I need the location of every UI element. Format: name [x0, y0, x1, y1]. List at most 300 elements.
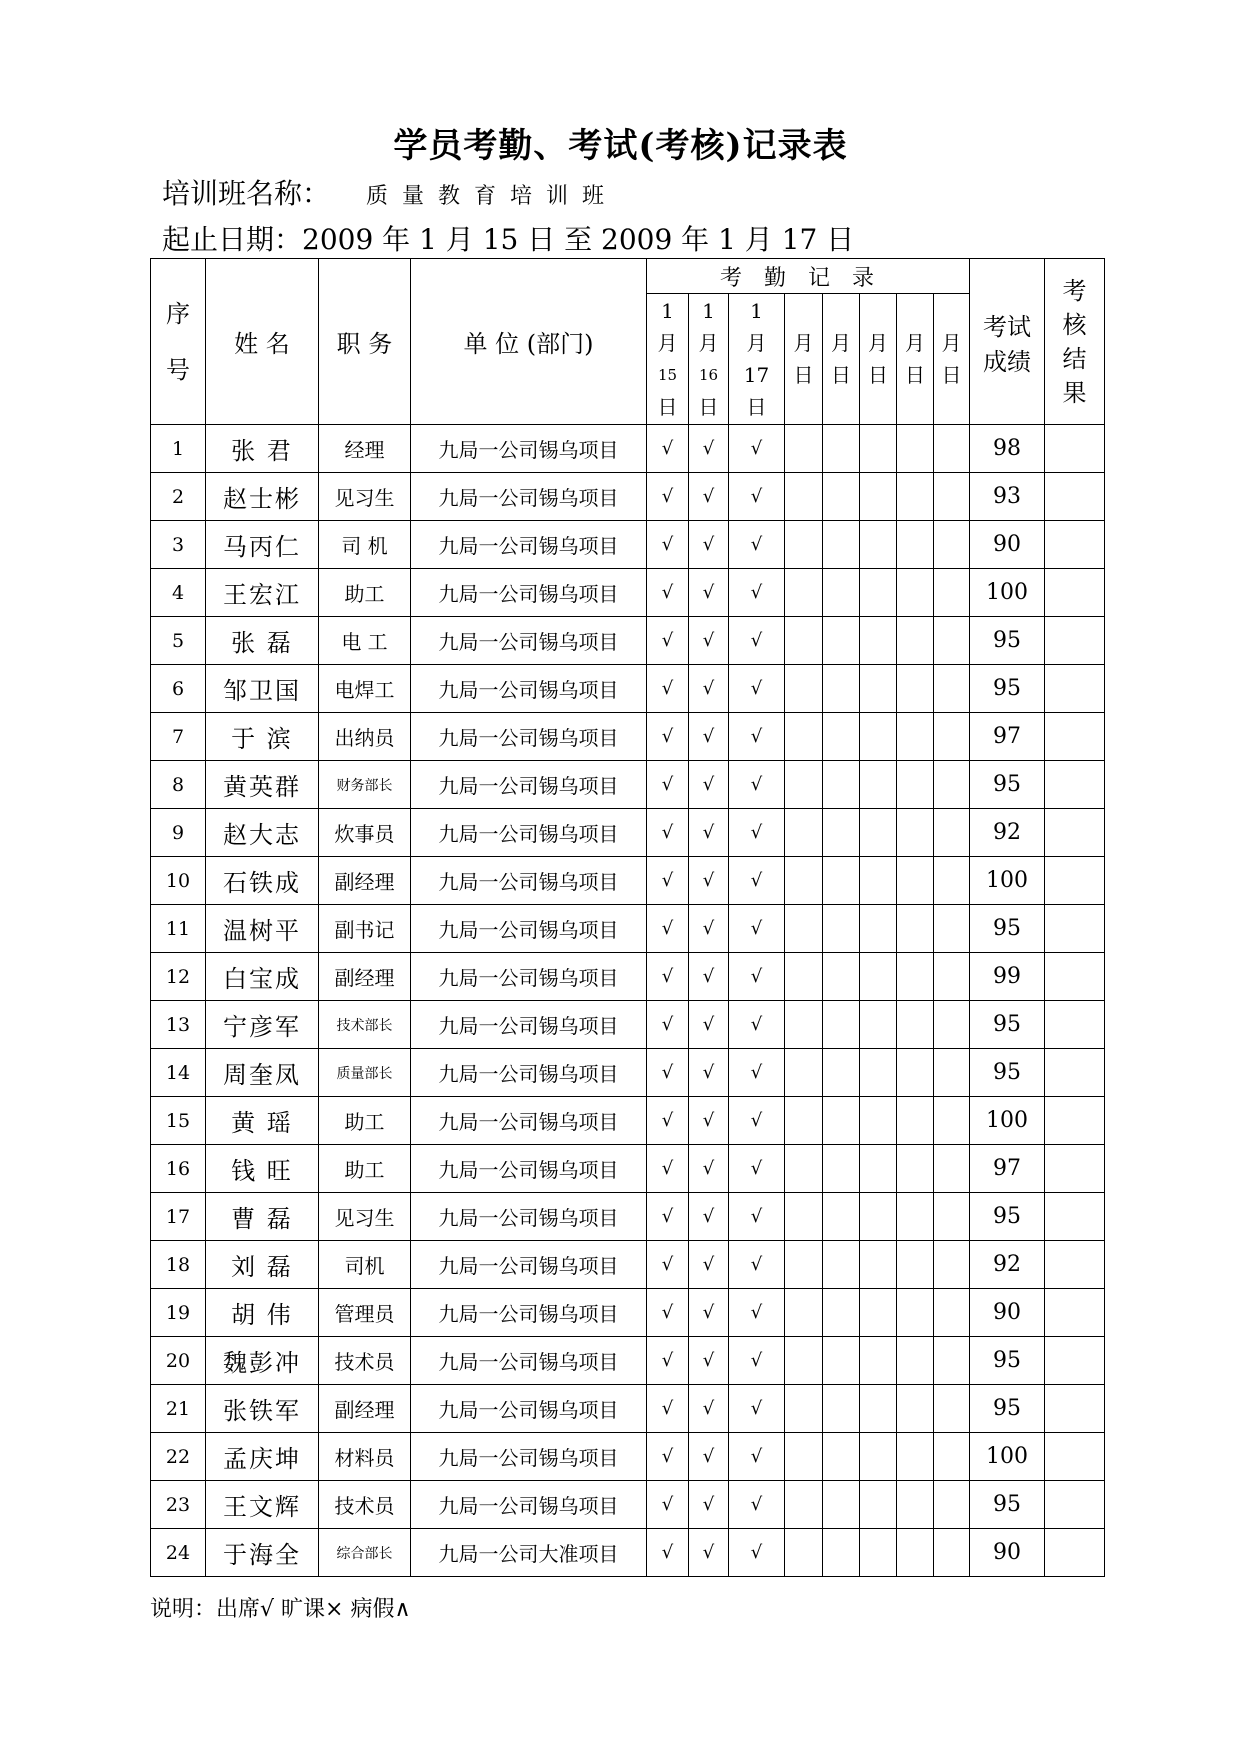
row-attendance-mark: [823, 1337, 860, 1385]
row-attendance-mark: √: [729, 1001, 785, 1049]
row-attendance-mark: [860, 1385, 897, 1433]
day-header-month-char: 月: [941, 331, 962, 355]
row-attendance-mark: [934, 1241, 970, 1289]
row-score: 90: [970, 1529, 1045, 1577]
row-name: 王宏江: [206, 569, 319, 617]
table-row: [151, 1529, 1105, 1577]
row-seq: 16: [151, 1145, 206, 1193]
row-result: [1045, 1145, 1105, 1193]
row-result: [1045, 905, 1105, 953]
row-name: 白宝成: [206, 953, 319, 1001]
row-result: [1045, 1529, 1105, 1577]
row-attendance-mark: [934, 617, 970, 665]
row-attendance-mark: √: [689, 713, 729, 761]
row-unit: 九局一公司锡乌项目: [411, 713, 647, 761]
row-attendance-mark: √: [647, 1049, 689, 1097]
row-attendance-mark: [860, 809, 897, 857]
row-name: 王文辉: [206, 1481, 319, 1529]
row-score: 95: [970, 617, 1045, 665]
row-seq: 17: [151, 1193, 206, 1241]
row-attendance-mark: √: [729, 953, 785, 1001]
row-attendance-mark: [897, 425, 934, 473]
day-header-month-char: 月: [793, 331, 814, 355]
row-attendance-mark: √: [647, 857, 689, 905]
row-position: 电 工: [319, 617, 411, 665]
row-attendance-mark: [934, 1097, 970, 1145]
row-attendance-mark: [823, 1433, 860, 1481]
row-name: 黄英群: [206, 761, 319, 809]
row-attendance-mark: [860, 1337, 897, 1385]
table-row: [151, 1289, 1105, 1337]
row-name: 孟庆坤: [206, 1433, 319, 1481]
row-attendance-mark: √: [647, 809, 689, 857]
table-row: [151, 857, 1105, 905]
row-position: 材料员: [319, 1433, 411, 1481]
row-position: 副经理: [319, 953, 411, 1001]
table-row: [151, 761, 1105, 809]
row-attendance-mark: √: [729, 665, 785, 713]
row-attendance-mark: [897, 1289, 934, 1337]
row-score: 100: [970, 857, 1045, 905]
row-attendance-mark: [823, 1193, 860, 1241]
row-attendance-mark: √: [729, 857, 785, 905]
row-score: 92: [970, 1241, 1045, 1289]
row-result: [1045, 617, 1105, 665]
row-name: 赵士彬: [206, 473, 319, 521]
row-attendance-mark: [897, 857, 934, 905]
row-seq: 18: [151, 1241, 206, 1289]
row-attendance-mark: [860, 473, 897, 521]
row-name: 张 君: [206, 425, 319, 473]
table-row: [151, 1193, 1105, 1241]
period-label: 起止日期：: [162, 223, 303, 256]
table-row: [151, 1337, 1105, 1385]
row-name: 曹 磊: [206, 1193, 319, 1241]
table-row: [151, 1481, 1105, 1529]
row-attendance-mark: [860, 425, 897, 473]
row-unit: 九局一公司锡乌项目: [411, 617, 647, 665]
row-attendance-mark: [860, 1049, 897, 1097]
day-header-month-char: 月: [868, 331, 888, 355]
row-seq: 13: [151, 1001, 206, 1049]
row-result: [1045, 665, 1105, 713]
day-header-month-char: 月: [698, 331, 719, 355]
day-header-month-char: 月: [657, 331, 678, 355]
day-header-day-char: 日: [941, 363, 962, 387]
row-attendance-mark: √: [689, 809, 729, 857]
row-score: 97: [970, 713, 1045, 761]
row-unit: 九局一公司锡乌项目: [411, 1241, 647, 1289]
row-score: 98: [970, 425, 1045, 473]
row-position: 副经理: [319, 857, 411, 905]
row-score: 97: [970, 1145, 1045, 1193]
row-attendance-mark: √: [647, 1433, 689, 1481]
row-unit: 九局一公司锡乌项目: [411, 905, 647, 953]
row-attendance-mark: [823, 665, 860, 713]
row-attendance-mark: [897, 809, 934, 857]
row-score: 95: [970, 1193, 1045, 1241]
row-seq: 22: [151, 1433, 206, 1481]
row-attendance-mark: [785, 521, 823, 569]
row-attendance-mark: [897, 713, 934, 761]
row-score: 90: [970, 1289, 1045, 1337]
row-attendance-mark: [785, 1241, 823, 1289]
row-attendance-mark: √: [729, 713, 785, 761]
day-header-month-char: 月: [746, 331, 767, 355]
table-row: [151, 665, 1105, 713]
row-position: 助工: [319, 569, 411, 617]
row-position: 司机: [319, 1241, 411, 1289]
row-score: 95: [970, 1001, 1045, 1049]
table-row: [151, 617, 1105, 665]
row-position: 助工: [319, 1145, 411, 1193]
row-name: 黄 瑶: [206, 1097, 319, 1145]
row-unit: 九局一公司锡乌项目: [411, 1097, 647, 1145]
table-body: [151, 259, 1105, 1577]
row-attendance-mark: [934, 1337, 970, 1385]
row-attendance-mark: [785, 425, 823, 473]
row-attendance-mark: [934, 521, 970, 569]
row-unit: 九局一公司锡乌项目: [411, 521, 647, 569]
row-attendance-mark: [897, 569, 934, 617]
row-attendance-mark: [823, 425, 860, 473]
row-attendance-mark: [823, 1385, 860, 1433]
day-header-month-num: 1: [750, 299, 763, 323]
day-header-day-char: 日: [657, 395, 678, 419]
row-attendance-mark: √: [729, 569, 785, 617]
row-attendance-mark: [860, 1193, 897, 1241]
row-attendance-mark: √: [647, 1337, 689, 1385]
row-position: 副经理: [319, 1385, 411, 1433]
row-attendance-mark: √: [689, 1001, 729, 1049]
row-position: 炊事员: [319, 809, 411, 857]
table-row: [151, 521, 1105, 569]
row-attendance-mark: [897, 617, 934, 665]
row-position: 助工: [319, 1097, 411, 1145]
row-attendance-mark: √: [729, 1385, 785, 1433]
row-name: 温树平: [206, 905, 319, 953]
row-attendance-mark: √: [647, 665, 689, 713]
row-attendance-mark: [823, 521, 860, 569]
row-seq: 12: [151, 953, 206, 1001]
row-unit: 九局一公司锡乌项目: [411, 665, 647, 713]
row-position: 综合部长: [319, 1529, 411, 1577]
row-attendance-mark: √: [729, 1529, 785, 1577]
row-attendance-mark: √: [729, 1241, 785, 1289]
row-seq: 3: [151, 521, 206, 569]
day-header-day-char: 日: [905, 363, 925, 387]
row-attendance-mark: [934, 713, 970, 761]
row-position: 经理: [319, 425, 411, 473]
row-result: [1045, 1289, 1105, 1337]
row-attendance-mark: [860, 1289, 897, 1337]
header-seq-line1: 序: [166, 299, 190, 328]
row-attendance-mark: [897, 1193, 934, 1241]
row-attendance-mark: √: [729, 905, 785, 953]
row-attendance-mark: [934, 1529, 970, 1577]
row-unit: 九局一公司锡乌项目: [411, 1481, 647, 1529]
day-header-day-char: 日: [831, 363, 851, 387]
row-seq: 11: [151, 905, 206, 953]
row-attendance-mark: √: [729, 1433, 785, 1481]
row-attendance-mark: [823, 1241, 860, 1289]
row-attendance-mark: [934, 665, 970, 713]
header-score: [970, 259, 1045, 425]
row-attendance-mark: [785, 1049, 823, 1097]
row-attendance-mark: [934, 905, 970, 953]
row-unit: 九局一公司锡乌项目: [411, 857, 647, 905]
row-attendance-mark: [860, 665, 897, 713]
header-position: 职 务: [319, 259, 411, 425]
row-unit: 九局一公司锡乌项目: [411, 953, 647, 1001]
row-attendance-mark: [934, 1049, 970, 1097]
row-attendance-mark: √: [647, 425, 689, 473]
row-unit: 九局一公司锡乌项目: [411, 1145, 647, 1193]
row-result: [1045, 953, 1105, 1001]
row-attendance-mark: [934, 569, 970, 617]
row-unit: 九局一公司锡乌项目: [411, 425, 647, 473]
row-name: 张 磊: [206, 617, 319, 665]
row-attendance-mark: √: [729, 617, 785, 665]
row-attendance-mark: [897, 1385, 934, 1433]
row-attendance-mark: [785, 809, 823, 857]
row-attendance-mark: [897, 473, 934, 521]
row-result: [1045, 1385, 1105, 1433]
row-attendance-mark: √: [729, 1049, 785, 1097]
row-result: [1045, 1049, 1105, 1097]
day-header-5: [823, 294, 860, 425]
row-attendance-mark: [897, 1145, 934, 1193]
row-attendance-mark: [860, 761, 897, 809]
row-attendance-mark: [860, 1001, 897, 1049]
row-attendance-mark: √: [647, 473, 689, 521]
row-attendance-mark: [823, 1001, 860, 1049]
row-attendance-mark: √: [647, 617, 689, 665]
row-attendance-mark: √: [647, 905, 689, 953]
row-attendance-mark: √: [729, 1289, 785, 1337]
row-result: [1045, 1241, 1105, 1289]
day-header-3: [729, 294, 785, 425]
row-name: 刘 磊: [206, 1241, 319, 1289]
row-attendance-mark: √: [689, 857, 729, 905]
row-attendance-mark: [823, 569, 860, 617]
row-seq: 8: [151, 761, 206, 809]
row-attendance-mark: [785, 1145, 823, 1193]
table-row: [151, 473, 1105, 521]
day-header-day-num: 17: [743, 363, 770, 387]
day-header-day-num: 16: [698, 366, 719, 384]
table-row: [151, 953, 1105, 1001]
row-position: 质量部长: [319, 1049, 411, 1097]
row-attendance-mark: [897, 665, 934, 713]
row-attendance-mark: [785, 905, 823, 953]
row-seq: 5: [151, 617, 206, 665]
row-attendance-mark: [897, 1529, 934, 1577]
row-seq: 24: [151, 1529, 206, 1577]
row-position: 技术部长: [319, 1001, 411, 1049]
row-seq: 2: [151, 473, 206, 521]
row-attendance-mark: √: [689, 761, 729, 809]
row-attendance-mark: √: [647, 1385, 689, 1433]
row-result: [1045, 1481, 1105, 1529]
row-score: 95: [970, 1337, 1045, 1385]
class-name-value: 质量教育培训班: [366, 184, 619, 209]
row-attendance-mark: [785, 953, 823, 1001]
row-attendance-mark: √: [647, 569, 689, 617]
day-header-month-char: 月: [831, 331, 851, 355]
row-attendance-mark: [897, 953, 934, 1001]
row-seq: 6: [151, 665, 206, 713]
row-seq: 4: [151, 569, 206, 617]
row-score: 95: [970, 665, 1045, 713]
row-attendance-mark: [785, 1481, 823, 1529]
row-attendance-mark: [897, 1001, 934, 1049]
attendance-table: [150, 258, 1105, 1577]
row-attendance-mark: [897, 1433, 934, 1481]
header-result-char4: 果: [1062, 378, 1087, 407]
row-attendance-mark: √: [689, 905, 729, 953]
header-unit: 单 位 (部门): [411, 259, 647, 425]
row-result: [1045, 1337, 1105, 1385]
row-seq: 20: [151, 1337, 206, 1385]
row-position: 副书记: [319, 905, 411, 953]
day-header-day-char: 日: [746, 395, 767, 419]
row-attendance-mark: [785, 1337, 823, 1385]
table-row: [151, 1145, 1105, 1193]
row-name: 邹卫国: [206, 665, 319, 713]
row-seq: 7: [151, 713, 206, 761]
row-attendance-mark: [785, 1433, 823, 1481]
row-name: 周奎凤: [206, 1049, 319, 1097]
table-row: [151, 905, 1105, 953]
day-header-day-char: 日: [698, 395, 719, 419]
row-attendance-mark: √: [729, 761, 785, 809]
row-attendance-mark: [823, 1529, 860, 1577]
row-attendance-mark: [823, 809, 860, 857]
row-attendance-mark: [860, 713, 897, 761]
row-position: 技术员: [319, 1337, 411, 1385]
class-name-line: [162, 172, 618, 212]
row-unit: 九局一公司大准项目: [411, 1529, 647, 1577]
row-attendance-mark: √: [647, 1241, 689, 1289]
row-name: 宁彦军: [206, 1001, 319, 1049]
row-unit: 九局一公司锡乌项目: [411, 569, 647, 617]
header-row-1: [151, 259, 1105, 294]
period-value: 2009 年 1 月 15 日 至 2009 年 1 月 17 日: [302, 223, 855, 256]
row-attendance-mark: √: [689, 1529, 729, 1577]
row-attendance-mark: √: [647, 953, 689, 1001]
row-seq: 19: [151, 1289, 206, 1337]
header-attendance: 考勤记录: [647, 259, 970, 294]
row-attendance-mark: [897, 1337, 934, 1385]
row-attendance-mark: [934, 809, 970, 857]
class-name-label: 培训班名称：: [162, 177, 331, 210]
row-attendance-mark: [823, 1145, 860, 1193]
row-attendance-mark: √: [729, 809, 785, 857]
row-attendance-mark: [934, 761, 970, 809]
row-attendance-mark: [785, 713, 823, 761]
row-position: 电焊工: [319, 665, 411, 713]
row-attendance-mark: [823, 953, 860, 1001]
day-header-8: [934, 294, 970, 425]
row-attendance-mark: √: [647, 1145, 689, 1193]
row-score: 100: [970, 569, 1045, 617]
row-score: 100: [970, 1433, 1045, 1481]
header-seq-line2: 号: [166, 355, 190, 384]
row-attendance-mark: √: [689, 1193, 729, 1241]
row-attendance-mark: √: [647, 1193, 689, 1241]
row-attendance-mark: [823, 1097, 860, 1145]
row-attendance-mark: √: [729, 521, 785, 569]
table-row: [151, 569, 1105, 617]
row-seq: 10: [151, 857, 206, 905]
row-attendance-mark: √: [729, 473, 785, 521]
row-attendance-mark: √: [689, 569, 729, 617]
row-attendance-mark: [823, 761, 860, 809]
row-attendance-mark: [860, 905, 897, 953]
row-unit: 九局一公司锡乌项目: [411, 1049, 647, 1097]
row-result: [1045, 857, 1105, 905]
row-result: [1045, 809, 1105, 857]
row-attendance-mark: [897, 521, 934, 569]
day-header-month-num: 1: [702, 299, 715, 323]
row-name: 赵大志: [206, 809, 319, 857]
row-seq: 9: [151, 809, 206, 857]
row-attendance-mark: [860, 1529, 897, 1577]
row-attendance-mark: [823, 1049, 860, 1097]
row-attendance-mark: [860, 1433, 897, 1481]
row-attendance-mark: [934, 857, 970, 905]
row-attendance-mark: [934, 1385, 970, 1433]
row-seq: 14: [151, 1049, 206, 1097]
header-result-char2: 核: [1062, 310, 1087, 339]
row-attendance-mark: √: [689, 521, 729, 569]
row-attendance-mark: [785, 473, 823, 521]
row-attendance-mark: [860, 521, 897, 569]
day-header-day-char: 日: [868, 363, 888, 387]
row-result: [1045, 425, 1105, 473]
row-attendance-mark: [934, 1481, 970, 1529]
row-attendance-mark: √: [689, 473, 729, 521]
row-result: [1045, 521, 1105, 569]
row-attendance-mark: [785, 1193, 823, 1241]
row-attendance-mark: [823, 713, 860, 761]
row-position: 管理员: [319, 1289, 411, 1337]
table-row: [151, 1385, 1105, 1433]
row-attendance-mark: [897, 1097, 934, 1145]
row-unit: 九局一公司锡乌项目: [411, 1337, 647, 1385]
row-score: 95: [970, 1481, 1045, 1529]
row-attendance-mark: [823, 1481, 860, 1529]
row-attendance-mark: √: [689, 1097, 729, 1145]
row-name: 胡 伟: [206, 1289, 319, 1337]
row-unit: 九局一公司锡乌项目: [411, 1289, 647, 1337]
row-unit: 九局一公司锡乌项目: [411, 761, 647, 809]
row-attendance-mark: [860, 1241, 897, 1289]
row-position: 出纳员: [319, 713, 411, 761]
row-unit: 九局一公司锡乌项目: [411, 809, 647, 857]
day-header-month-char: 月: [905, 331, 925, 355]
row-seq: 1: [151, 425, 206, 473]
table-row: [151, 809, 1105, 857]
row-name: 魏彭冲: [206, 1337, 319, 1385]
row-position: 司 机: [319, 521, 411, 569]
row-attendance-mark: [897, 1481, 934, 1529]
row-attendance-mark: [860, 1097, 897, 1145]
row-name: 石铁成: [206, 857, 319, 905]
row-attendance-mark: [934, 1145, 970, 1193]
row-attendance-mark: √: [689, 665, 729, 713]
